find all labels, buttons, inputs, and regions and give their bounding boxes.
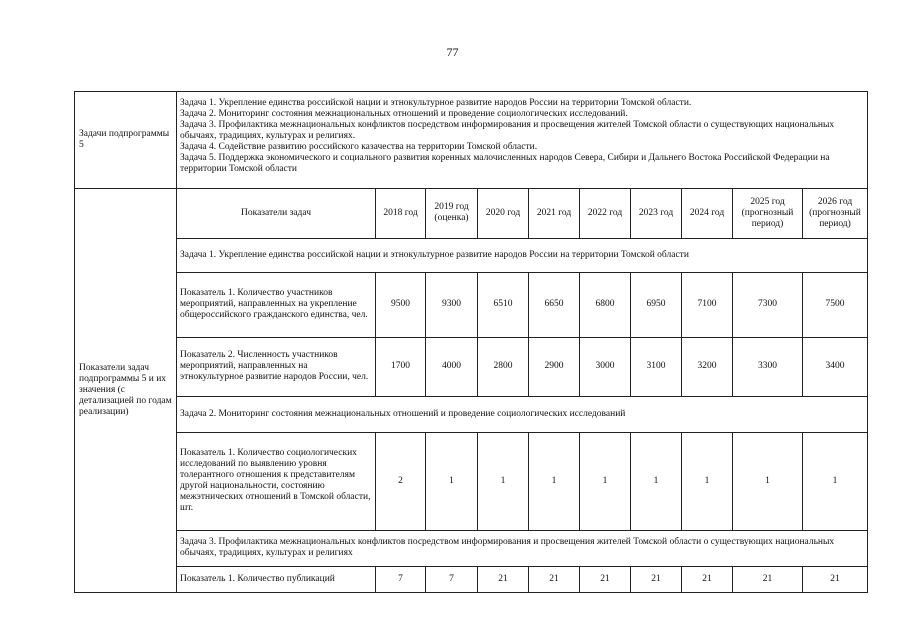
- task-1: Задача 1. Укрепление единства российской нации и этнокультурное развитие народов России на территории Томской области.: [180, 98, 692, 108]
- tasks-label: Задачи подпрограммы 5: [79, 129, 170, 150]
- indicator-value: 9500: [391, 299, 410, 309]
- indicator-value: 1: [500, 475, 506, 486]
- header-year: 2019 год (оценка): [434, 202, 469, 223]
- indicator-name: Показатель 1. Количество публикаций: [180, 573, 335, 584]
- indicator-value: 21: [600, 573, 610, 584]
- indicator-value: 1: [653, 475, 659, 486]
- header-year: 2024 год: [689, 207, 725, 218]
- task-4: Задача 4. Содействие развитию российского казачества на территории Томской области.: [180, 142, 538, 152]
- header-year: 2022 год: [587, 207, 623, 218]
- indicator-value: 21: [498, 573, 508, 584]
- indicator-value: 6950: [646, 299, 666, 309]
- indicator-value: 3300: [758, 361, 777, 371]
- indicator-value: 1: [704, 475, 710, 486]
- section-title: Задача 1. Укрепление единства российской нации и этнокультурное развитие народов России на территории Томской области: [180, 249, 689, 260]
- indicator-value: 21: [830, 573, 840, 584]
- indicators-label: Показатели задач подпрограммы 5 и их значения (с детализацией по годам реализации): [79, 362, 172, 417]
- task-3: Задача 3. Профилактика межнациональных конфликтов посредством информирования и просвещения жителей Томской области о существующих национальных обычаях, традициях, культурах и религиях.: [180, 120, 835, 141]
- indicator-value: 2900: [544, 361, 564, 371]
- page-number: 77: [446, 45, 459, 59]
- indicator-value: 21: [762, 573, 773, 584]
- header-indicator: Показатели задач: [240, 207, 311, 218]
- indicator-name: Показатель 1. Количество социологических исследований по выявлению уровня толерантного отношения к представителям другой национальности, состоянию межэтнических отношений в Томской области, шт.: [180, 448, 371, 513]
- indicator-value: 7100: [697, 299, 717, 309]
- indicator-value: 21: [702, 573, 712, 584]
- header-year: 2020 год: [485, 207, 521, 218]
- indicator-value: 21: [651, 573, 661, 584]
- indicator-value: 3000: [595, 361, 615, 371]
- task-5: Задача 5. Поддержка экономического и социального развития коренных малочисленных народов Севера, Сибири и Дальнего Востока Российской Федерации на территории Томской области: [180, 153, 830, 174]
- indicator-value: 1: [832, 475, 838, 486]
- indicator-value: 2: [398, 475, 403, 486]
- indicator-value: 7: [449, 573, 454, 584]
- indicator-value: 21: [549, 573, 559, 584]
- indicator-value: 3200: [697, 361, 717, 371]
- indicator-value: 2800: [493, 361, 513, 371]
- indicator-value: 9300: [442, 299, 461, 309]
- indicator-value: 1700: [391, 361, 410, 371]
- header-year: 2025 год (прогнозный период): [741, 196, 794, 229]
- indicator-value: 1: [449, 475, 454, 486]
- task-2: Задача 2. Мониторинг состояния межнациональных отношений и проведение социологических исследований.: [180, 109, 628, 119]
- section-title: Задача 3. Профилактика межнациональных конфликтов посредством информирования и просвещения жителей Томской области о существующих национальных обычаях, традициях, культурах и религиях: [180, 537, 835, 558]
- indicator-value: 6510: [493, 299, 513, 309]
- header-year: 2018 год: [383, 207, 418, 218]
- indicator-value: 6650: [544, 299, 564, 309]
- header-year: 2023 год: [638, 207, 674, 218]
- indicator-name: Показатель 1. Количество участников мероприятий, направленных на укрепление общероссийского гражданского единства, чел.: [180, 288, 368, 320]
- section-title: Задача 2. Мониторинг состояния межнациональных отношений и проведение социологических исследований: [180, 408, 626, 419]
- indicator-value: 7300: [758, 299, 777, 309]
- indicator-value: 1: [602, 475, 608, 486]
- indicator-value: 3100: [646, 361, 666, 371]
- indicator-value: 7: [398, 573, 403, 584]
- indicator-value: 1: [765, 475, 770, 486]
- tasks-list: [180, 98, 862, 186]
- indicator-value: 7500: [825, 299, 845, 309]
- indicator-value: 4000: [442, 361, 461, 371]
- indicator-value: 3400: [825, 361, 845, 371]
- indicator-value: 6800: [595, 299, 615, 309]
- indicator-value: 1: [551, 475, 557, 486]
- header-year: 2026 год (прогнозный период): [809, 196, 861, 229]
- indicator-name: Показатель 2. Численность участников мероприятий, направленных на этнокультурное развитие народов России, чел.: [180, 350, 369, 382]
- program-table: [74, 91, 868, 593]
- header-year: 2021 год: [536, 207, 572, 218]
